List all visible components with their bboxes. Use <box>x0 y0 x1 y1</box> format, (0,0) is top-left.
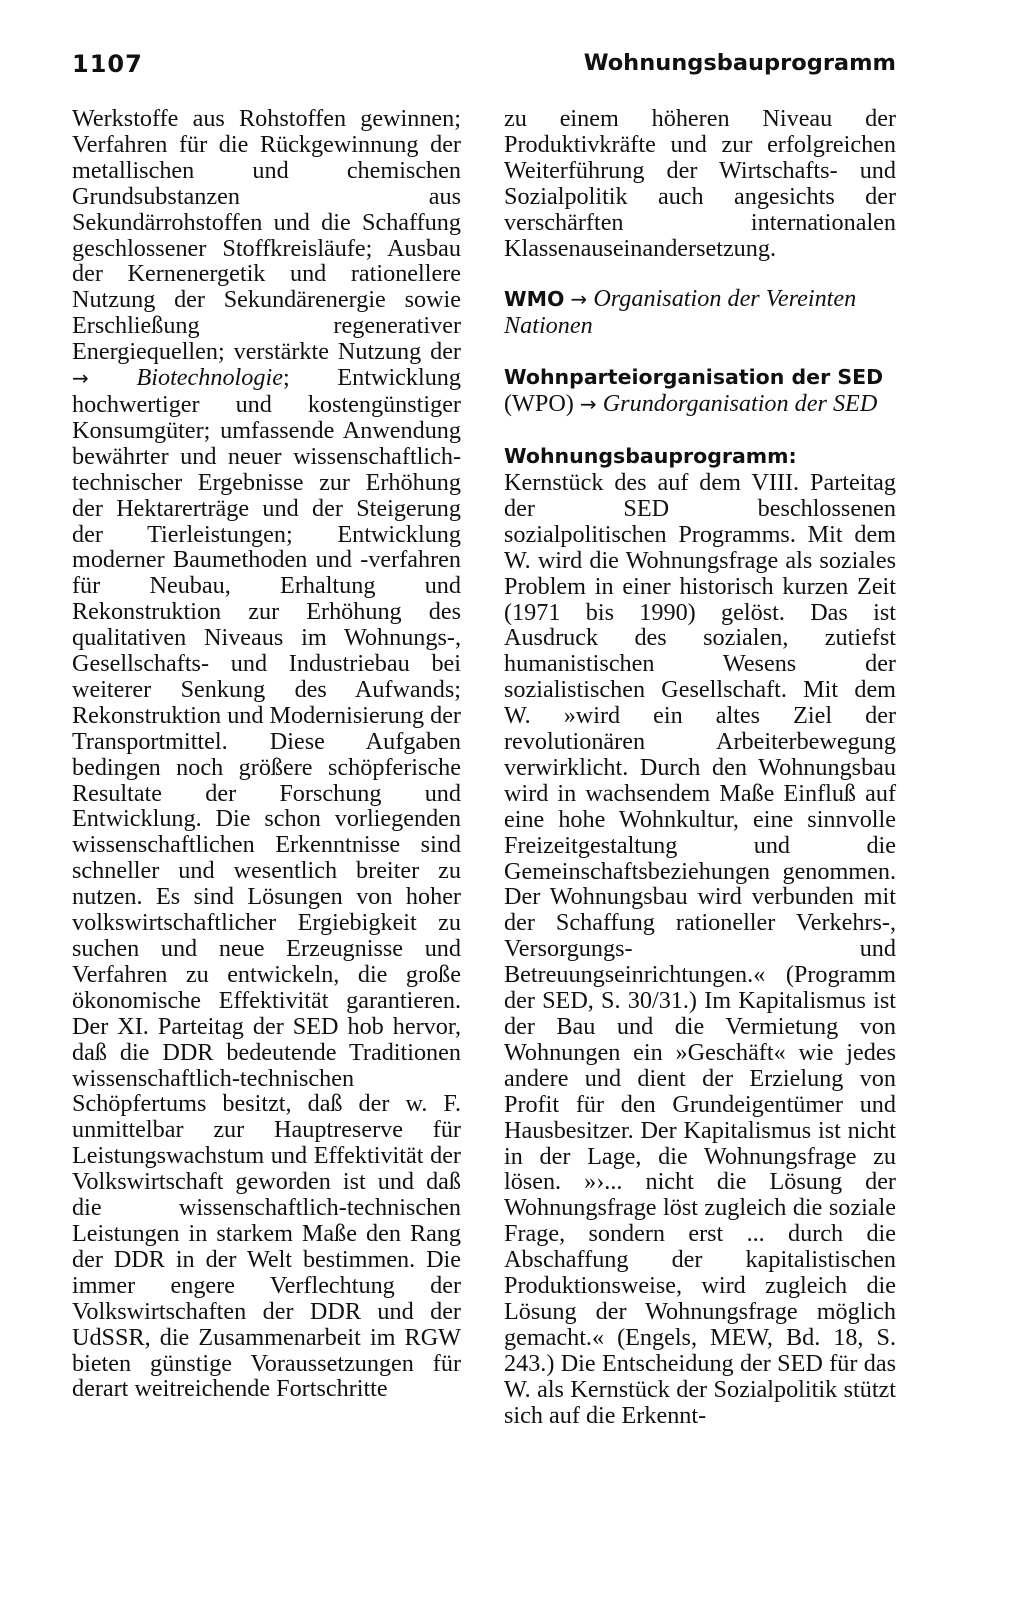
entry-wmo <box>504 286 896 339</box>
headword-wohnparteiorganisation: Wohnparteiorganisation der SED <box>504 365 884 390</box>
page-header <box>72 50 896 90</box>
headword-wohnungsbauprogramm: Wohnungsbauprogramm: <box>504 444 797 469</box>
left-column <box>72 106 461 1402</box>
right-column <box>504 106 896 1429</box>
cross-reference-arrow-icon: → <box>570 287 588 312</box>
entry-wohnungsbauprogramm <box>504 443 896 1428</box>
page-number: 1107 <box>72 50 143 78</box>
cross-reference-grundorganisation[interactable]: Grundorganisation der SED <box>602 390 878 418</box>
cross-reference-arrow-icon: → <box>579 392 597 417</box>
text-segment: ; Entwicklung hochwertiger und kostengünstiger Konsumgüter; umfassende Anwendung bewährter und neuer wissenschaftlich-technischer Ergebnisse zur Erhöhung der Hektarerträge und der Steigerung der Tierleistungen; Entwicklung moderner Baumethoden und -verfahren für Neubau, Erhaltung und Rekonstruktion zur Erhöhung des qualitativen Niveaus im Wohnungs-, Gesellschafts- und Industriebau bei weiterer Senkung des Aufwands; Rekonstruktion und Modernisierung der Transportmittel. Diese Aufgaben bedingen noch größere schöpferische Resultate der Forschung und Entwicklung. Die schon vorliegenden wissenschaftlichen Erkenntnisse sind schneller und wesentlich breiter zu nutzen. Es sind Lösungen von hoher volkswirtschaftlicher Ergiebigkeit zu suchen und neue Erzeugnisse und Verfahren zu entwickeln, die große ökonomische Effektivität garantieren. Der XI. Parteitag der SED hob hervor, daß die DDR bedeutende Traditionen wissenschaftlich-technischen Schöpfertums besitzt, daß der w. F. unmittelbar zur Hauptreserve für Leistungswachstum und Effektivität der Volkswirtschaft geworden ist und daß die wissenschaftlich-technischen Leistungen in starkem Maße den Rang der DDR in der Welt bestimmen. Die immer engere Verflechtung der Volkswirtschaften der DDR und der UdSSR, die Zusammenarbeit im RGW bieten günstige Voraussetzungen für derart weitreichende Fortschritte <box>72 364 461 1403</box>
entry-wpo <box>504 364 896 418</box>
abbreviation-wpo: (WPO) <box>504 390 580 418</box>
continued-entry-text: zu einem höheren Niveau der Produktivkräfte und zur erfolgreichen Weiterführung der Wirtschafts- und Sozialpolitik auch angesichts der verschärften internationalen Klassenauseinandersetzung. <box>504 105 896 262</box>
headword-wmo: WMO <box>504 287 565 312</box>
text-segment: Werkstoffe aus Rohstoffen gewinnen; Verfahren für die Rückgewinnung der metallischen und chemischen Grundsubstanzen aus Sekundärrohstoffen und die Schaffung geschlossener Stoffkreisläufe; Ausbau der Kernenergetik und rationellere Nutzung der Sekundärenergie sowie Erschließung regenerativer Energiequellen; verstärkte Nutzung der <box>72 105 461 366</box>
entry-text: Kernstück des auf dem VIII. Parteitag der SED beschlossenen sozialpolitischen Programms. Mit dem W. wird die Wohnungsfrage als soziales Problem in einer historisch kurzen Zeit (1971 bis 1990) gelöst. Das ist Ausdruck des sozialen, zutiefst humanistischen Wesens der sozialistischen Gesellschaft. Mit dem W. »wird ein altes Ziel der revolutionären Arbeiterbewegung verwirklicht. Durch den Wohnungsbau wird in wachsendem Maße Einfluß auf eine hohe Wohnkultur, eine sinnvolle Freizeitgestaltung und die Gemeinschaftsbeziehungen genommen. Der Wohnungsbau wird verbunden mit der Schaffung rationeller Verkehrs-, Versorgungs- und Betreuungseinrichtungen.« (Programm der SED, S. 30/31.) Im Kapitalismus ist der Bau und die Vermietung von Wohnungen ein »Geschäft« wie jedes andere und dient der Erzielung von Profit für den Grundeigentümer und Hausbesitzer. Der Kapitalismus ist nicht in der Lage, die Wohnungsfrage zu lösen. »›... nicht die Lösung der Wohnungsfrage löst zugleich die soziale Frage, sondern erst ... durch die Abschaffung der kapitalistischen Produktionsweise, wird zugleich die Lösung der Wohnungsfrage möglich gemacht.« (Engels, MEW, Bd. 18, S. 243.) Die Entscheidung der SED für das W. als Kernstück der Sozialpolitik stützt sich auf die Erkennt- <box>504 468 896 1429</box>
running-head: Wohnungsbauprogramm <box>583 50 896 76</box>
cross-reference-biotechnologie[interactable]: Biotechnologie <box>136 364 283 392</box>
continued-entry-text <box>72 106 461 1402</box>
cross-reference-arrow-icon: → <box>72 366 89 391</box>
cross-reference-organisation-vereinte-nationen[interactable]: Organisation der Vereinten Nationen <box>504 285 857 340</box>
